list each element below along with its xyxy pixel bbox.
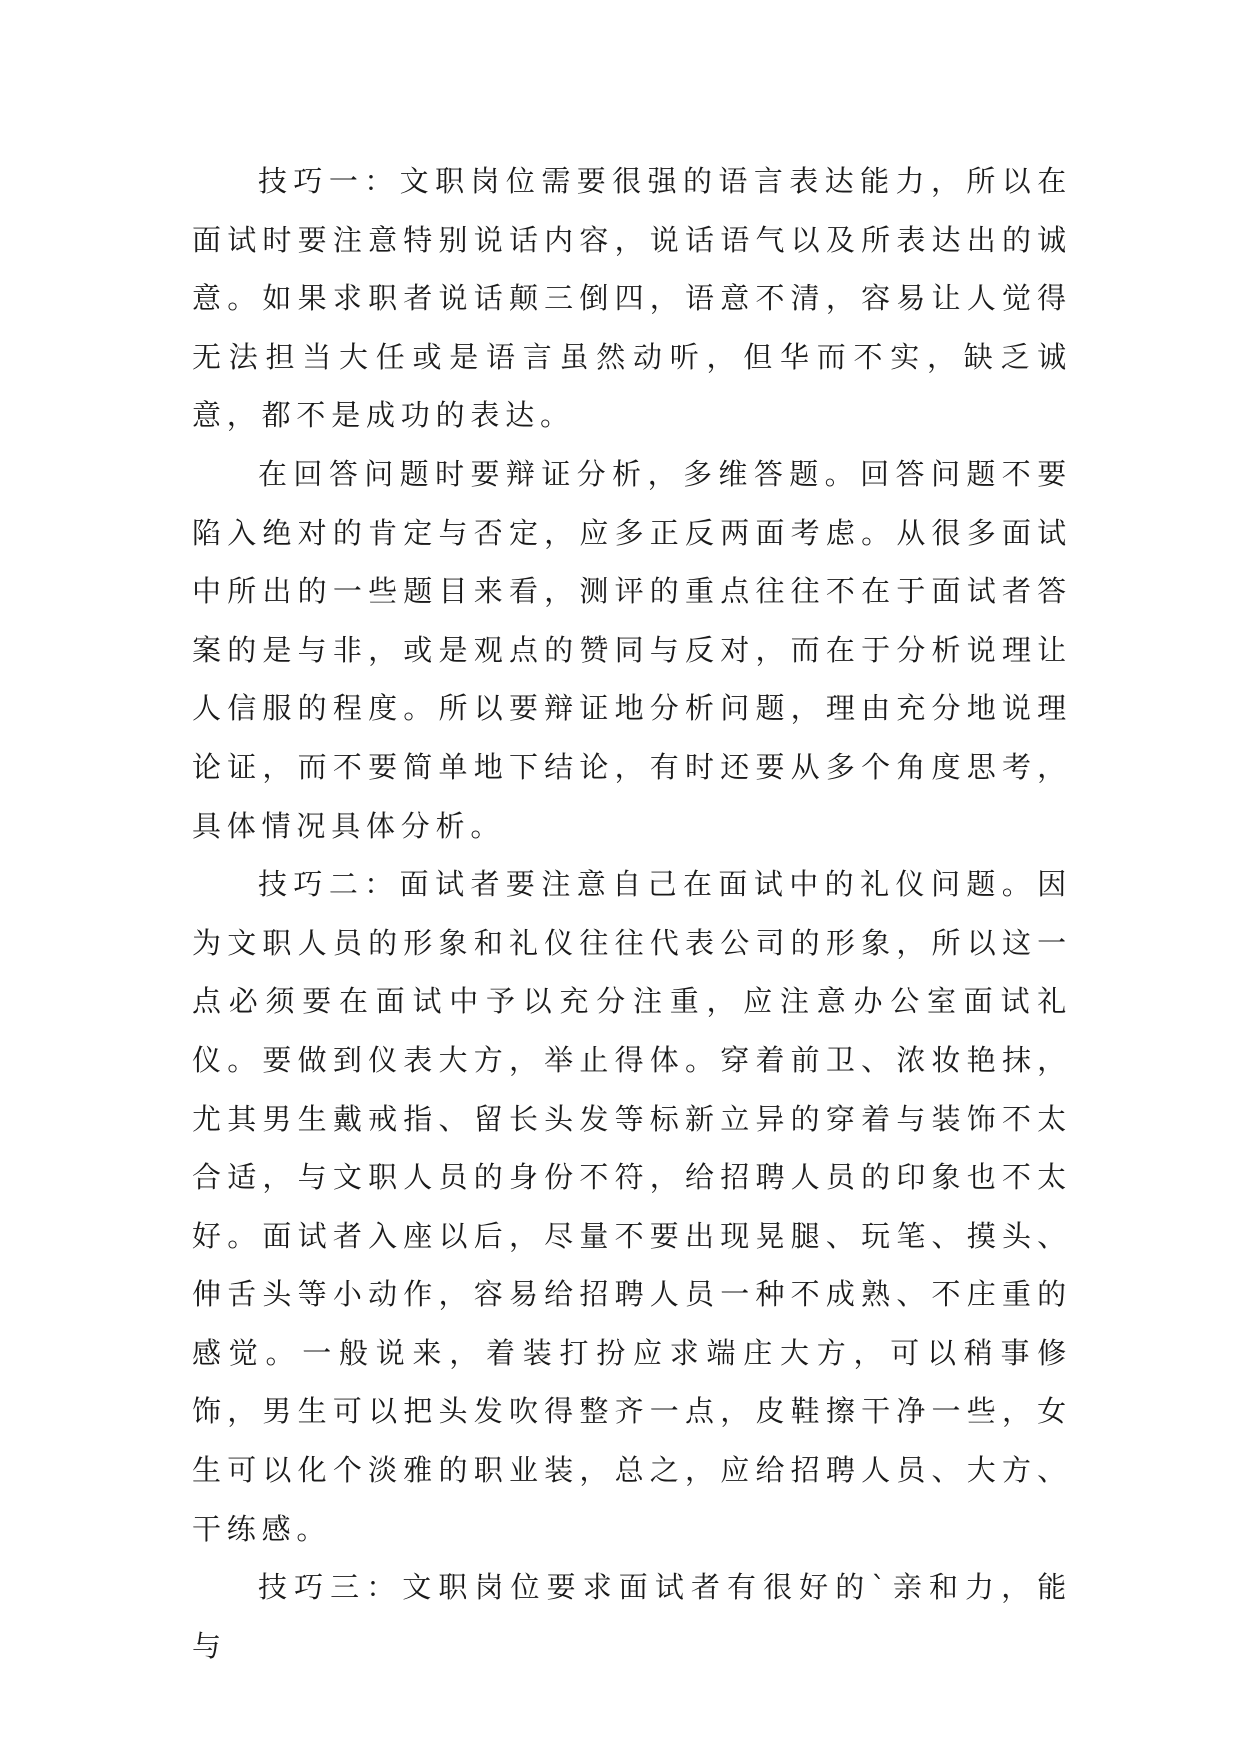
paragraph-tip-one: 技巧一：文职岗位需要很强的语言表达能力，所以在面试时要注意特别说话内容，说话语气以及所表达出的诚意。如果求职者说话颠三倒四，语意不清，容易让人觉得无法担当大任或是语言虽然动听，但华而不实，缺乏诚意，都不是成功的表达。 bbox=[192, 164, 1072, 433]
paragraph-tip-three: 技巧三：文职岗位要求面试者有很好的`亲和力，能与 bbox=[192, 1570, 1072, 1663]
paragraph-dialectical-analysis: 在回答问题时要辩证分析，多维答题。回答问题不要陷入绝对的肯定与否定，应多正反两面考虑。从很多面试中所出的一些题目来看，测评的重点往往不在于面试者答案的是与非，或是观点的赞同与反对，而在于分析说理让人信服的程度。所以要辩证地分析问题，理由充分地说理论证，而不要简单地下结论，有时还要从多个角度思考，具体情况具体分析。 bbox=[192, 456, 1072, 843]
document-body bbox=[192, 152, 1072, 1675]
paragraph-tip-two: 技巧二：面试者要注意自己在面试中的礼仪问题。因为文职人员的形象和礼仪往往代表公司的形象，所以这一点必须要在面试中予以充分注重，应注意办公室面试礼仪。要做到仪表大方，举止得体。穿着前卫、浓妆艳抹，尤其男生戴戒指、留长头发等标新立异的穿着与装饰不太合适，与文职人员的身份不符，给招聘人员的印象也不太好。面试者入座以后，尽量不要出现晃腿、玩笔、摸头、伸舌头等小动作，容易给招聘人员一种不成熟、不庄重的感觉。一般说来，着装打扮应求端庄大方，可以稍事修饰，男生可以把头发吹得整齐一点，皮鞋擦干净一些，女生可以化个淡雅的职业装，总之，应给招聘人员、大方、干练感。 bbox=[192, 867, 1072, 1546]
